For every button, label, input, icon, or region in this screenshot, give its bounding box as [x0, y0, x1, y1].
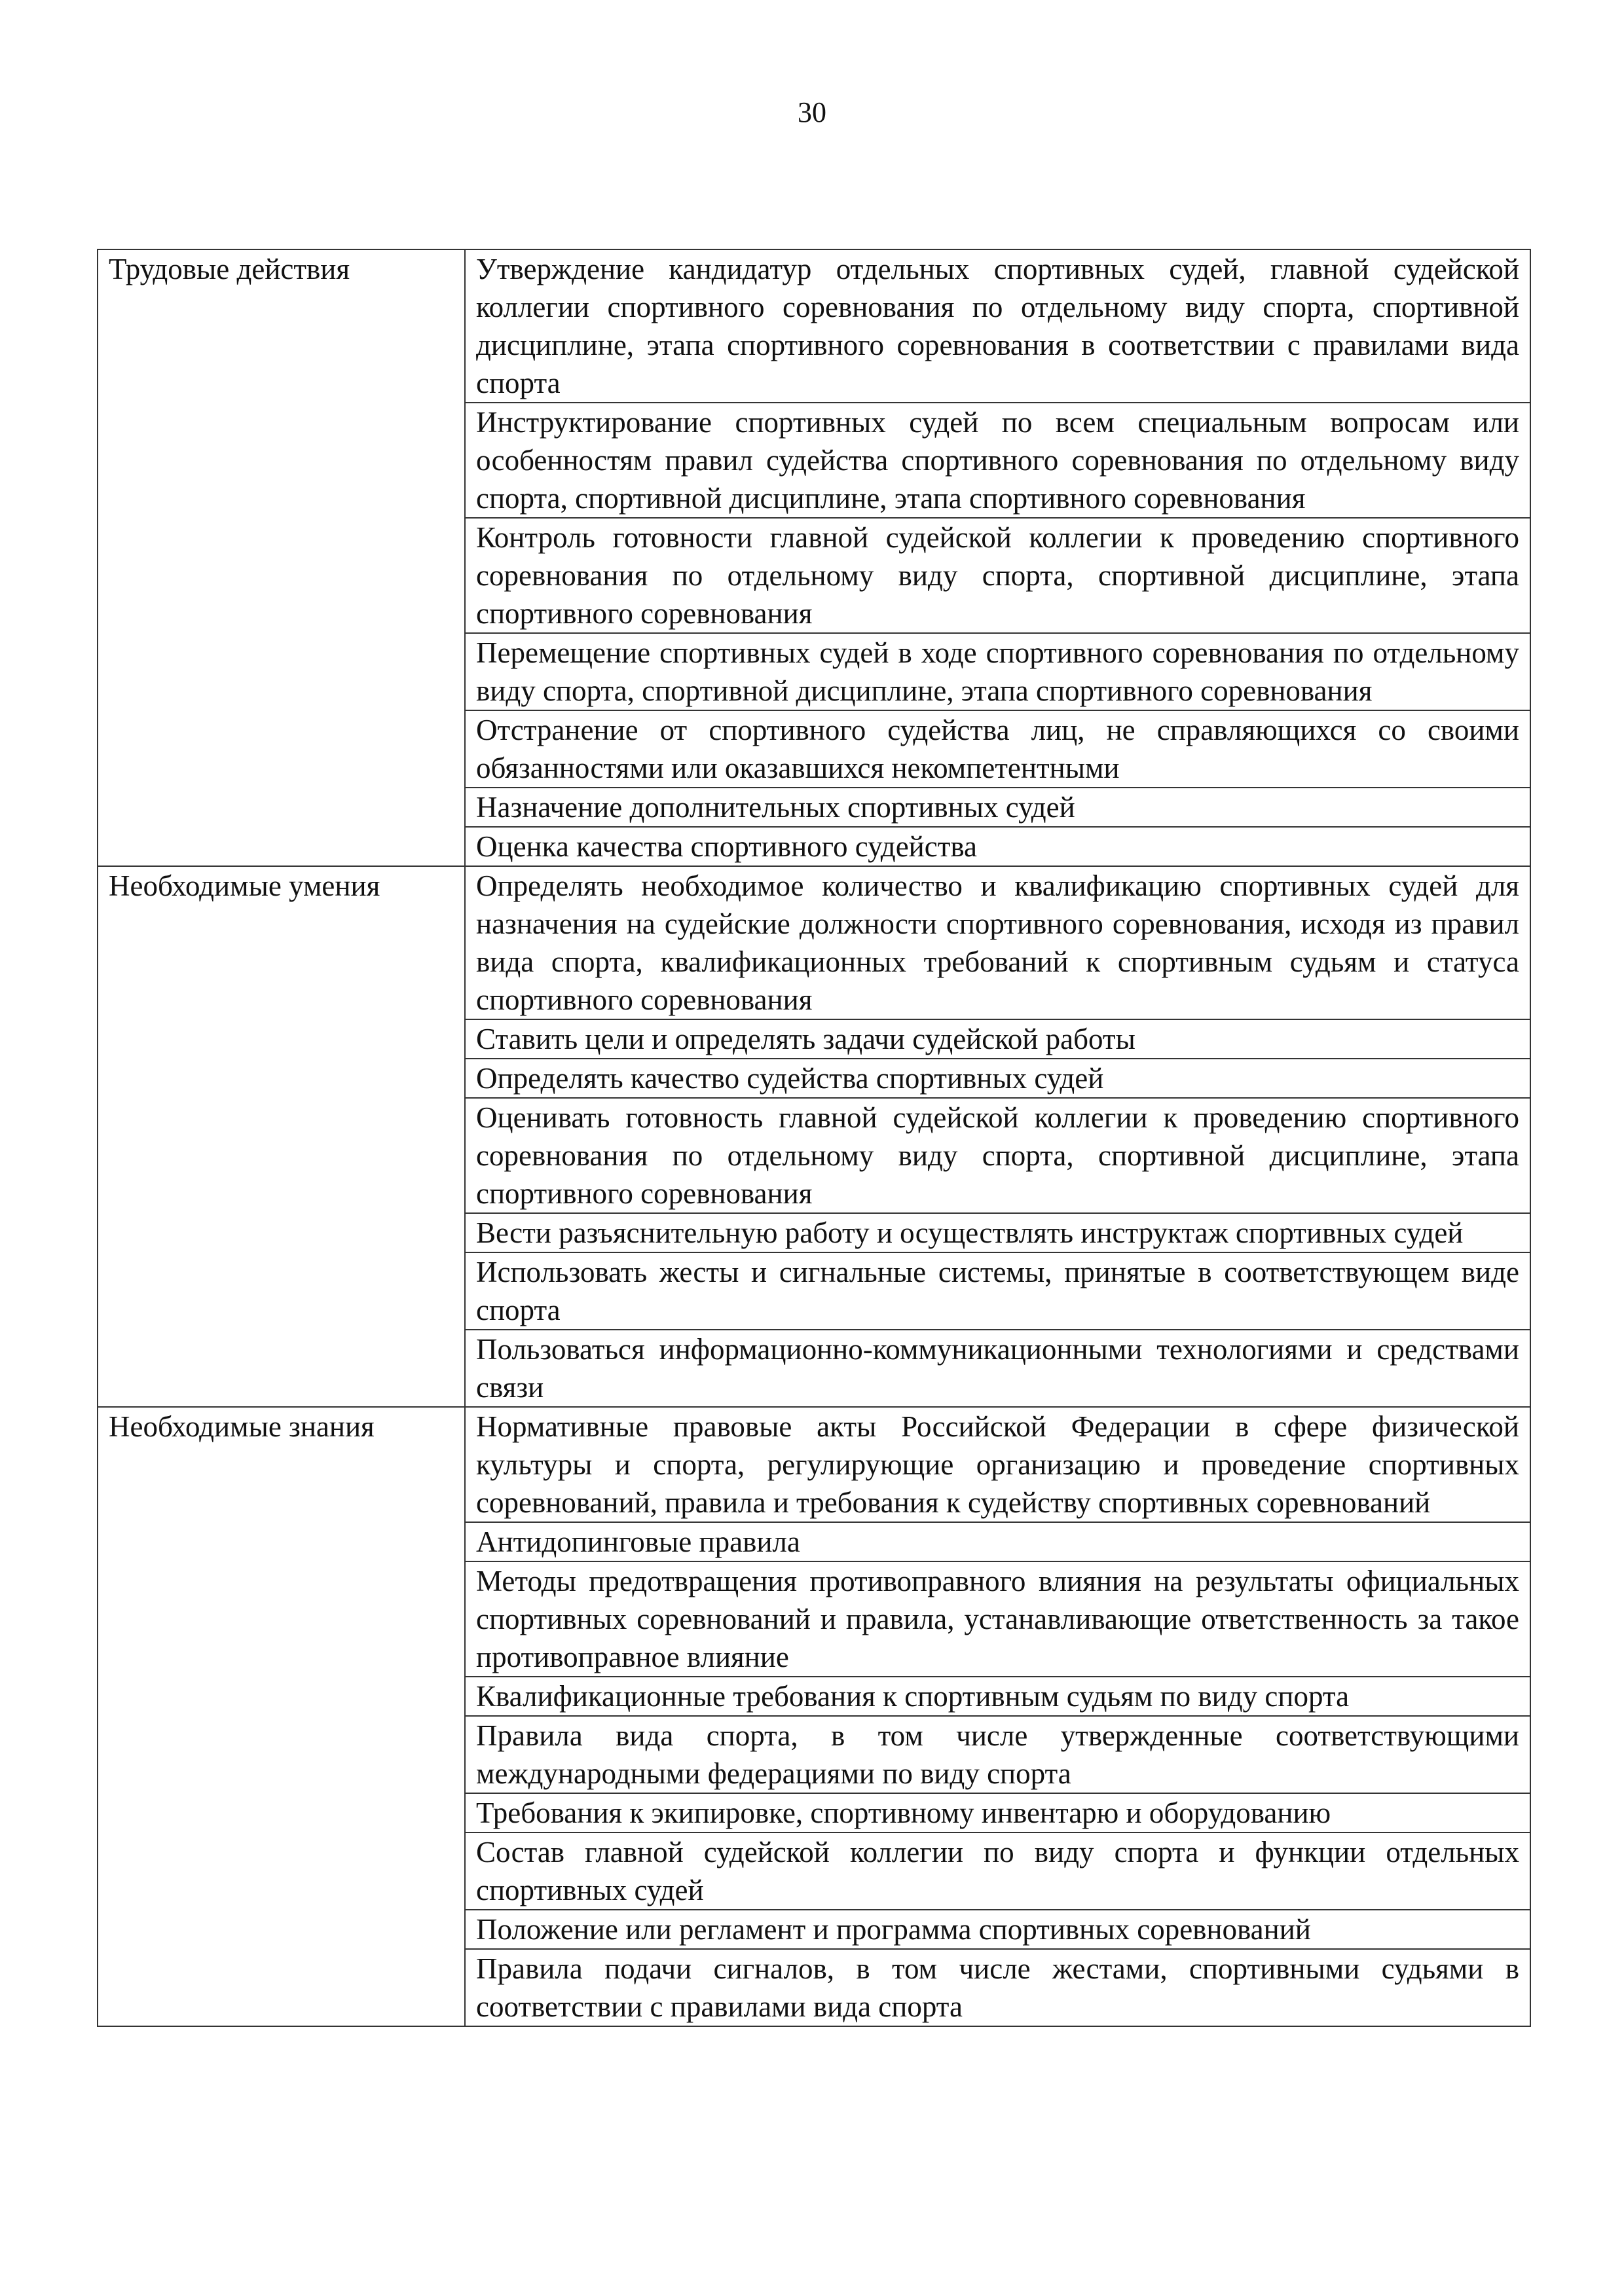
table-cell: Методы предотвращения противоправного влияния на результаты официальных спортивных соревнований и правила, устанавливающие ответственность за такое противоправное влияние — [465, 1561, 1530, 1677]
table-cell: Вести разъяснительную работу и осуществлять инструктаж спортивных судей — [465, 1213, 1530, 1252]
table-cell: Антидопинговые правила — [465, 1522, 1530, 1561]
page-number: 30 — [798, 96, 826, 128]
table-row — [98, 866, 1530, 1019]
table-cell: Квалификационные требования к спортивным судьям по виду спорта — [465, 1677, 1530, 1716]
table-cell: Утверждение кандидатур отдельных спортивных судей, главной судейской коллегии спортивного соревнования по отдельному виду спорта, спортивной дисциплине, этапа спортивного соревнования в соответствии с правилами вида спорта — [465, 249, 1530, 403]
section-label-required-knowledge: Необходимые знания — [98, 1407, 465, 2026]
table-cell: Положение или регламент и программа спортивных соревнований — [465, 1910, 1530, 1949]
table-cell: Определять качество судейства спортивных судей — [465, 1059, 1530, 1098]
table-cell: Правила подачи сигналов, в том числе жестами, спортивными судьями в соответствии с правилами вида спорта — [465, 1949, 1530, 2026]
table-cell: Инструктирование спортивных судей по всем специальным вопросам или особенностям правил судейства спортивного соревнования по отдельному виду спорта, спортивной дисциплине, этапа спортивного соревнования — [465, 403, 1530, 518]
table-cell: Оценка качества спортивного судейства — [465, 827, 1530, 866]
section-label-labor-actions: Трудовые действия — [98, 249, 465, 866]
table-cell: Отстранение от спортивного судейства лиц, не справляющихся со своими обязанностями или оказавшихся некомпетентными — [465, 710, 1530, 788]
table-cell: Пользоваться информационно-коммуникационными технологиями и средствами связи — [465, 1330, 1530, 1407]
table-cell: Нормативные правовые акты Российской Федерации в сфере физической культуры и спорта, регулирующие организацию и проведение спортивных соревнований, правила и требования к судейству спортивных соревнований — [465, 1407, 1530, 1522]
table-cell: Состав главной судейской коллегии по виду спорта и функции отдельных спортивных судей — [465, 1832, 1530, 1910]
table-cell: Назначение дополнительных спортивных судей — [465, 788, 1530, 827]
table-cell: Правила вида спорта, в том числе утвержденные соответствующими международными федерациями по виду спорта — [465, 1716, 1530, 1793]
table-cell: Контроль готовности главной судейской коллегии к проведению спортивного соревнования по отдельному виду спорта, спортивной дисциплине, этапа спортивного соревнования — [465, 518, 1530, 633]
table-cell: Требования к экипировке, спортивному инвентарю и оборудованию — [465, 1793, 1530, 1832]
table-cell: Оценивать готовность главной судейской коллегии к проведению спортивного соревнования по отдельному виду спорта, спортивной дисциплине, этапа спортивного соревнования — [465, 1098, 1530, 1213]
table-cell: Использовать жесты и сигнальные системы, принятые в соответствующем виде спорта — [465, 1252, 1530, 1330]
section-label-required-skills: Необходимые умения — [98, 866, 465, 1407]
table-cell: Определять необходимое количество и квалификацию спортивных судей для назначения на судейские должности спортивного соревнования, исходя из правил вида спорта, квалификационных требований к спортивным судьям и статуса спортивного соревнования — [465, 866, 1530, 1019]
table-row — [98, 1407, 1530, 1522]
competency-table — [97, 249, 1531, 2027]
table-cell: Ставить цели и определять задачи судейской работы — [465, 1019, 1530, 1059]
table-row — [98, 249, 1530, 403]
table-cell: Перемещение спортивных судей в ходе спортивного соревнования по отдельному виду спорта, спортивной дисциплине, этапа спортивного соревнования — [465, 633, 1530, 710]
